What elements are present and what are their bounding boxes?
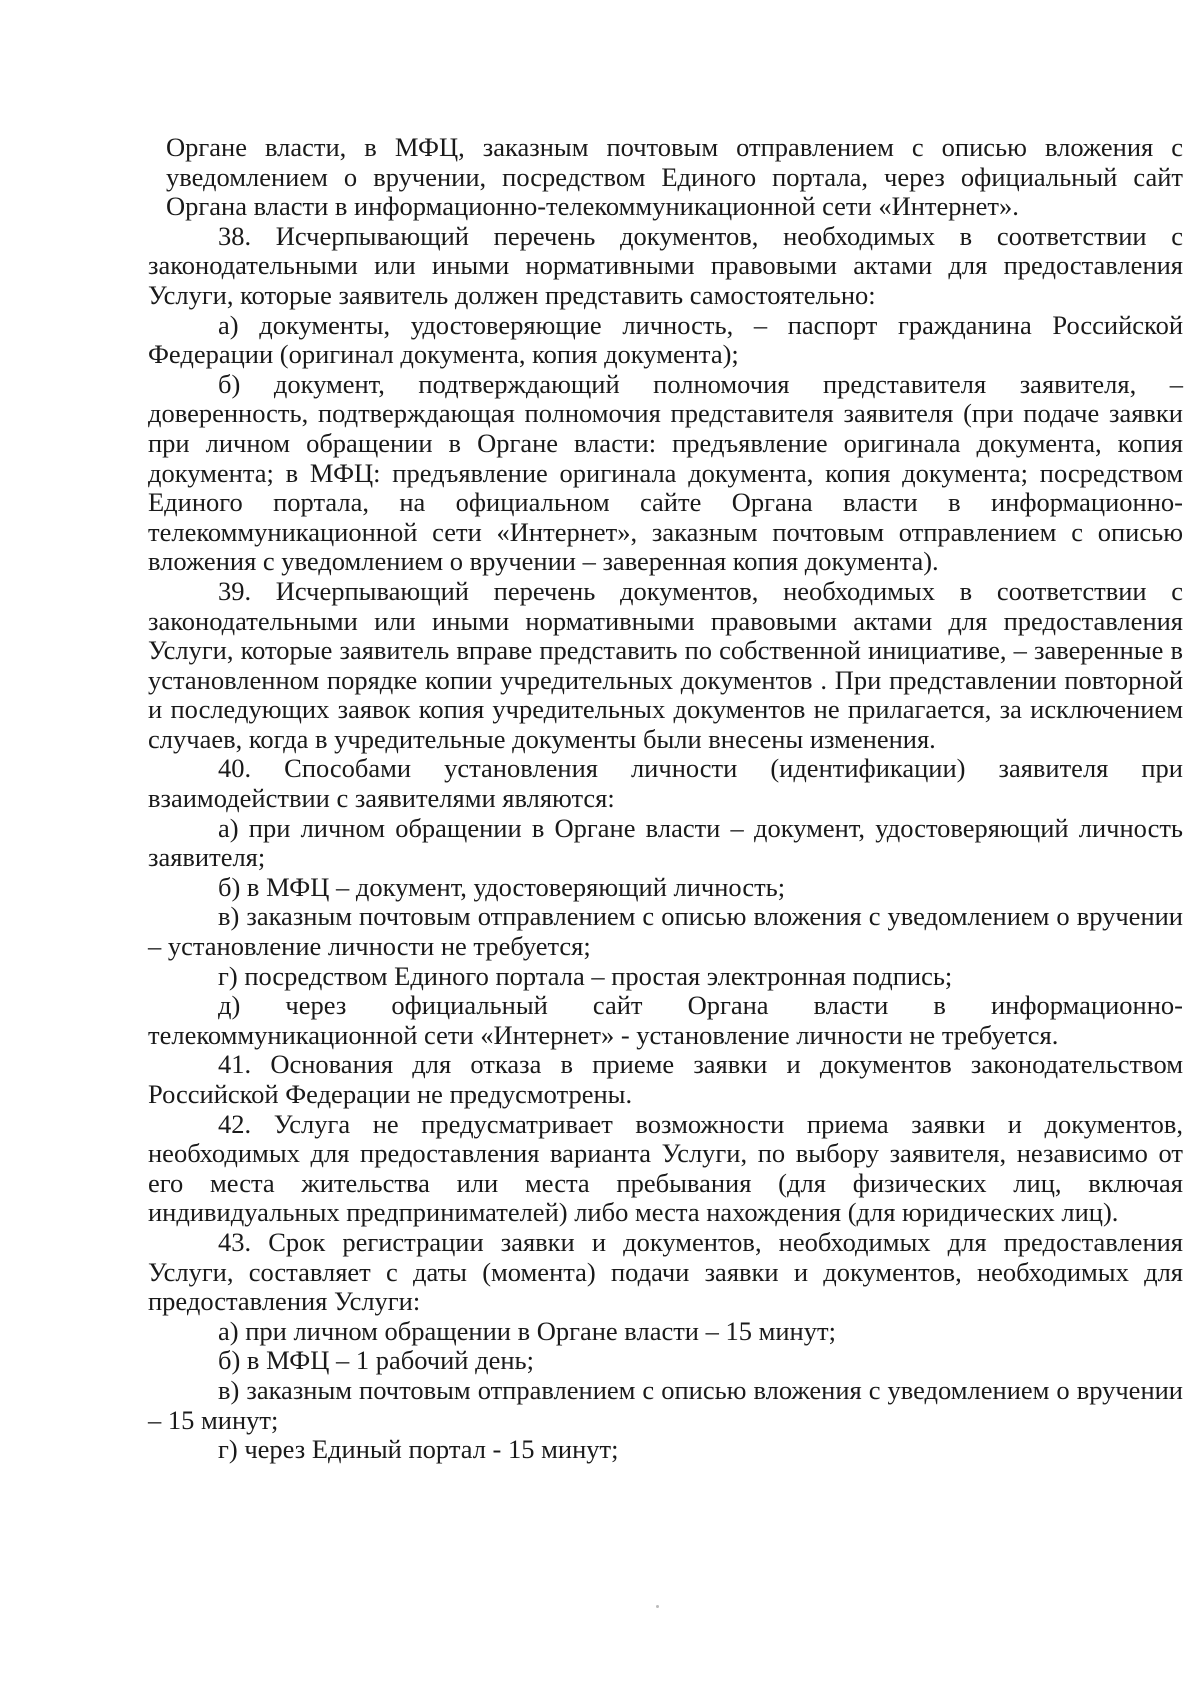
- document-page: [148, 133, 1183, 1465]
- paragraph-40: 40. Способами установления личности (идентификации) заявителя при взаимодействии с заявителями являются:: [148, 753, 1183, 814]
- paragraph-40-g: г) посредством Единого портала – простая электронная подпись;: [218, 960, 953, 991]
- paragraph-40-a: а) при личном обращении в Органе власти – документ, удостоверяющий личность заявителя;: [148, 812, 1183, 873]
- paragraph-42: 42. Услуга не предусматривает возможности приема заявки и документов, необходимых для предоставления варианта Услуги, по выбору заявителя, независимо от его места жительства или места пребывания (для физических лиц, включая индивидуальных предпринимателей) либо места нахождения (для юридических лиц).: [148, 1108, 1183, 1228]
- paragraph-40-d: д) через официальный сайт Органа власти в информационно-телекоммуникационной сети «Интернет» - установление личности не требуется.: [148, 990, 1183, 1050]
- paragraph-39: 39. Исчерпывающий перечень документов, необходимых в соответствии с законодательными или иными нормативными правовыми актами для предоставления Услуги, которые заявитель вправе представить по собственной инициативе, – заверенные в установленном порядке копии учредительных документов . При представлении повторной и последующих заявок копия учредительных документов не прилагается, за исключением случаев, когда в учредительные документы были внесены изменения.: [148, 575, 1183, 754]
- paragraph-41: 41. Основания для отказа в приеме заявки и документов законодательством Российской Федерации не предусмотрены.: [148, 1049, 1183, 1109]
- paragraph-38-a: а) документы, удостоверяющие личность, – паспорт гражданина Российской Федерации (оригинал документа, копия документа);: [148, 309, 1183, 370]
- paragraph-continuation: Органе власти, в МФЦ, заказным почтовым отправлением с описью вложения с уведомлением о вручении, посредством Единого портала, через официальный сайт Органа власти в информационно-телекоммуникационной сети «Интернет».: [166, 132, 1183, 222]
- paragraph-43-b: б) в МФЦ – 1 рабочий день;: [218, 1345, 534, 1376]
- paragraph-38: 38. Исчерпывающий перечень документов, необходимых в соответствии с законодательными или иными нормативными правовыми актами для предоставления Услуги, которые заявитель должен представить самостоятельно:: [148, 220, 1183, 310]
- scan-speck: [656, 1605, 659, 1608]
- paragraph-38-b: б) документ, подтверждающий полномочия представителя заявителя, – доверенность, подтверждающая полномочия представителя заявителя (при подаче заявки при личном обращении в Органе власти: предъявление оригинала документа, копия документа; в МФЦ: предъявление оригинала документа, копия документа; посредством Единого портала, на официальном сайте Органа власти в информационно-телекоммуникационной сети «Интернет», заказным почтовым отправлением с описью вложения с уведомлением о вручении – заверенная копия документа).: [148, 368, 1183, 577]
- paragraph-40-v: в) заказным почтовым отправлением с описью вложения с уведомлением о вручении – установление личности не требуется;: [148, 901, 1183, 962]
- paragraph-43-g: г) через Единый портал - 15 минут;: [218, 1434, 619, 1465]
- paragraph-43: 43. Срок регистрации заявки и документов, необходимых для предоставления Услуги, составляет с даты (момента) подачи заявки и документов, необходимых для предоставления Услуги:: [148, 1226, 1183, 1317]
- paragraph-40-b: б) в МФЦ – документ, удостоверяющий личность;: [218, 871, 786, 902]
- paragraph-43-a: а) при личном обращении в Органе власти – 15 минут;: [218, 1315, 836, 1346]
- paragraph-43-v: в) заказным почтовым отправлением с описью вложения с уведомлением о вручении – 15 минут;: [148, 1374, 1183, 1435]
